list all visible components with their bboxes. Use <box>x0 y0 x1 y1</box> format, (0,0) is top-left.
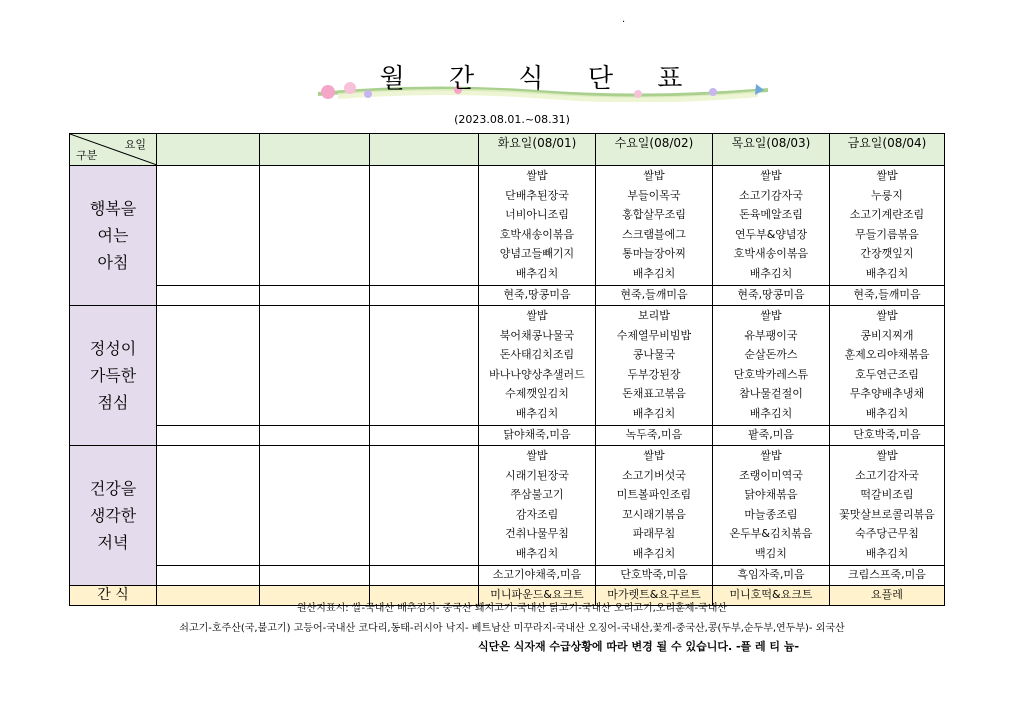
menu-table <box>69 133 945 606</box>
empty-cell <box>370 426 479 446</box>
menu-item: 꽃맛살브로콜리볶음 <box>839 507 935 521</box>
menu-item: 돈육메알조림 <box>739 208 803 222</box>
menu-item: 쌀밥 <box>760 169 782 182</box>
menu-item: 배추김치 <box>632 266 676 280</box>
menu-cell <box>713 446 830 566</box>
menu-item: 쌀밥 <box>526 309 548 322</box>
header-day: 수요일(08/02) <box>596 134 713 166</box>
meal-label-line: 저녁 <box>97 533 129 552</box>
header-day: 목요일(08/03) <box>713 134 830 166</box>
header-corner <box>70 134 157 166</box>
header-empty-cell <box>260 134 370 166</box>
change-notice: 식단은 식자재 수급상황에 따라 변경 될 수 있습니다. -플 레 티 늄- <box>478 640 800 653</box>
menu-item: 조랭이미역국 <box>739 468 803 482</box>
meal-label <box>70 446 157 586</box>
empty-cell <box>157 426 260 446</box>
menu-item: 콩비지찌개 <box>860 328 914 342</box>
menu-item: 배추김치 <box>865 546 909 560</box>
menu-item: 소고기계란조림 <box>849 208 925 222</box>
header-gubun: 구분 <box>76 149 98 162</box>
menu-cell <box>713 166 830 286</box>
meal-label-line: 점심 <box>97 393 129 412</box>
empty-cell <box>157 566 260 586</box>
menu-item: 연두부&양념장 <box>734 227 808 241</box>
menu-item: 파래무침 <box>632 527 676 541</box>
porridge-row <box>70 426 945 446</box>
menu-item: 쌀밥 <box>526 449 548 462</box>
menu-item: 쌀밥 <box>876 449 898 462</box>
menu-item: 무들기름볶음 <box>855 227 919 241</box>
meal-label-line: 행복을 <box>89 199 137 218</box>
empty-cell <box>370 446 479 566</box>
menu-item: 바나나양상추샐러드 <box>489 367 585 381</box>
empty-cell <box>370 286 479 306</box>
menu-item: 떡갈비조림 <box>860 488 914 502</box>
menu-item: 간장깻잎지 <box>860 247 914 261</box>
porridge-row <box>70 286 945 306</box>
header-empty-cell <box>157 134 260 166</box>
menu-item: 쌀밥 <box>876 169 898 182</box>
meal-label <box>70 166 157 306</box>
menu-item: 꼬시래기볶음 <box>622 507 686 521</box>
menu-item: 배추김치 <box>865 266 909 280</box>
empty-cell <box>260 286 370 306</box>
menu-item: 소고기감자국 <box>739 188 803 202</box>
menu-item: 수제열무비빔밥 <box>616 328 692 342</box>
menu-item: 돈채표고볶음 <box>622 387 686 401</box>
porridge-cell: 녹두죽,미음 <box>596 426 713 446</box>
meal-label-line: 생각한 <box>89 506 137 525</box>
meal-label-line: 건강을 <box>89 479 137 498</box>
meal-label-line: 정성이 <box>89 339 137 358</box>
menu-item: 쭈삼불고기 <box>510 488 564 502</box>
menu-cell <box>830 306 945 426</box>
menu-item: 배추김치 <box>632 546 676 560</box>
meal-row <box>70 166 945 286</box>
menu-item: 단배추된장국 <box>505 188 569 202</box>
empty-cell <box>157 286 260 306</box>
menu-cell <box>830 446 945 566</box>
empty-cell <box>260 426 370 446</box>
empty-cell <box>157 446 260 566</box>
porridge-cell: 현죽,들깨미음 <box>830 286 945 306</box>
menu-cell <box>596 306 713 426</box>
menu-item: 백김치 <box>755 546 787 560</box>
menu-item: 훈제오리야채볶음 <box>844 348 930 362</box>
menu-item: 배추김치 <box>515 406 559 420</box>
empty-cell <box>157 306 260 426</box>
menu-cell <box>596 446 713 566</box>
menu-item: 호두연근조림 <box>855 367 919 381</box>
origin-line-2: 쇠고기-호주산(국,불고기) 고등어-국내산 코다리,동태-러시아 낙지- 베트남산 미꾸라지-국내산 오징어-국내산,꽃게-중국산,콩(두부,순두부,연두부)- 외국산 <box>179 623 845 634</box>
menu-cell <box>830 166 945 286</box>
menu-item: 두부강된장 <box>627 367 681 381</box>
meal-row <box>70 446 945 566</box>
meal-label-line: 아침 <box>97 253 129 272</box>
empty-cell <box>260 306 370 426</box>
empty-cell <box>370 566 479 586</box>
porridge-cell: 크림스프죽,미음 <box>830 566 945 586</box>
menu-item: 수제깻잎김치 <box>505 387 569 401</box>
snack-item: 마가렛트&요구르트 <box>596 586 713 606</box>
header-day: 금요일(08/04) <box>830 134 945 166</box>
menu-item: 홍합살무조림 <box>622 208 686 222</box>
menu-item: 보리밥 <box>638 309 670 322</box>
page-dot: . <box>622 14 626 25</box>
menu-item: 부들이목국 <box>627 188 681 202</box>
menu-item: 호박새송이볶음 <box>733 247 809 261</box>
menu-item: 누룽지 <box>871 188 903 202</box>
menu-item: 콩나물국 <box>632 348 676 362</box>
origin-line-1: 원산지표시: 쌀-국내산 배추김치- 중국산 돼지고기-국내산 닭고기-국내산 오리고기,오리훈제-국내산 <box>296 603 728 614</box>
page-title: 월 간 식 단 표 <box>379 64 701 94</box>
menu-item: 숙주당근무침 <box>855 527 919 541</box>
menu-period: (2023.08.01.~08.31) <box>454 113 570 126</box>
porridge-cell: 단호박죽,미음 <box>830 426 945 446</box>
menu-item: 소고기버섯국 <box>622 468 686 482</box>
porridge-cell: 현죽,들깨미음 <box>596 286 713 306</box>
header-empty-cell <box>370 134 479 166</box>
porridge-cell: 소고기야채죽,미음 <box>479 566 596 586</box>
menu-item: 닭야채볶음 <box>744 488 798 502</box>
menu-item: 북어채콩나물국 <box>499 328 575 342</box>
empty-cell <box>370 306 479 426</box>
menu-item: 양념고들빼기지 <box>499 247 575 261</box>
snack-item: 미니호떡&요크트 <box>713 586 830 606</box>
menu-item: 배추김치 <box>515 266 559 280</box>
menu-item: 돈사태김치조림 <box>499 348 575 362</box>
menu-item: 미트볼파인조림 <box>616 488 692 502</box>
empty-cell <box>260 566 370 586</box>
empty-cell <box>260 446 370 566</box>
menu-item: 시래기된장국 <box>505 468 569 482</box>
snack-item: 요플레 <box>830 586 945 606</box>
menu-item: 쌀밥 <box>643 449 665 462</box>
snack-item: 미니파운드&요크트 <box>479 586 596 606</box>
menu-cell <box>713 306 830 426</box>
menu-item: 배추김치 <box>865 406 909 420</box>
menu-item: 단호박카레스튜 <box>733 367 809 381</box>
menu-item: 유부팽이국 <box>744 328 798 342</box>
menu-item: 감자조림 <box>515 507 559 521</box>
menu-item: 통마늘장아찌 <box>622 247 686 261</box>
menu-item: 배추김치 <box>515 546 559 560</box>
meal-label <box>70 306 157 446</box>
porridge-cell: 현죽,땅콩미음 <box>479 286 596 306</box>
menu-cell <box>479 446 596 566</box>
menu-item: 스크램블에그 <box>622 227 686 241</box>
menu-item: 쌀밥 <box>526 169 548 182</box>
menu-item: 배추김치 <box>749 406 793 420</box>
title-banner <box>300 54 780 106</box>
empty-cell <box>370 166 479 286</box>
porridge-cell: 단호박죽,미음 <box>596 566 713 586</box>
menu-item: 배추김치 <box>632 406 676 420</box>
menu-item: 마늘종조림 <box>744 507 798 521</box>
porridge-row <box>70 566 945 586</box>
snack-label: 간 식 <box>70 586 157 606</box>
menu-item: 순살돈까스 <box>744 348 798 362</box>
header-row <box>70 134 945 166</box>
menu-item: 쌀밥 <box>760 449 782 462</box>
menu-item: 참나물겉절이 <box>739 387 803 401</box>
menu-item: 쌀밥 <box>876 309 898 322</box>
porridge-cell: 팥죽,미음 <box>713 426 830 446</box>
menu-item: 배추김치 <box>749 266 793 280</box>
menu-item: 쌀밥 <box>760 309 782 322</box>
porridge-cell: 흑임자죽,미음 <box>713 566 830 586</box>
menu-item: 소고기감자국 <box>855 468 919 482</box>
menu-item: 쌀밥 <box>643 169 665 182</box>
menu-cell <box>596 166 713 286</box>
header-day: 화요일(08/01) <box>479 134 596 166</box>
empty-cell <box>157 166 260 286</box>
meal-row <box>70 306 945 426</box>
menu-item: 온두부&김치볶음 <box>729 527 813 541</box>
porridge-cell: 현죽,땅콩미음 <box>713 286 830 306</box>
menu-cell <box>479 306 596 426</box>
porridge-cell: 닭야채죽,미음 <box>479 426 596 446</box>
meal-label-line: 가득한 <box>89 366 137 385</box>
header-yoil: 요일 <box>124 138 146 151</box>
empty-cell <box>260 166 370 286</box>
menu-cell <box>479 166 596 286</box>
menu-item: 너비아니조림 <box>505 208 569 222</box>
menu-item: 호박새송이볶음 <box>499 227 575 241</box>
menu-item: 무추양배추냉채 <box>849 387 925 401</box>
menu-item: 건취나물무침 <box>505 527 569 541</box>
meal-label-line: 여는 <box>97 226 129 245</box>
